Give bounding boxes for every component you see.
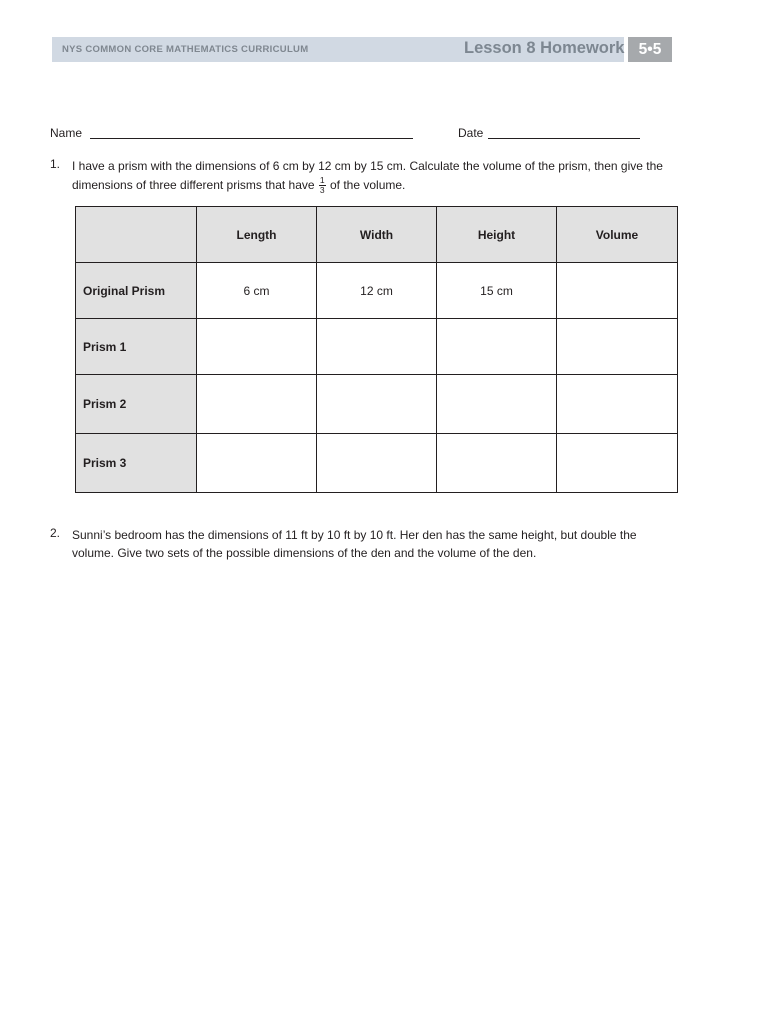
column-header-volume: Volume: [557, 207, 678, 263]
table-cell[interactable]: [317, 375, 437, 434]
table-cell[interactable]: [557, 375, 678, 434]
column-header-blank: [76, 207, 197, 263]
table-cell[interactable]: [557, 434, 678, 493]
table-cell[interactable]: [557, 263, 678, 319]
column-header-length: Length: [197, 207, 317, 263]
table-cell[interactable]: [437, 434, 557, 493]
table-row: [76, 434, 678, 493]
table-cell[interactable]: [437, 319, 557, 375]
table-row: [76, 263, 678, 319]
prism-table: [75, 206, 678, 493]
table-cell: 6 cm: [197, 263, 317, 319]
table-header-row: [76, 207, 678, 263]
question-2-text: Sunni’s bedroom has the dimensions of 11 ft by 10 ft by 10 ft. Her den has the same height, but double the volume. Give two sets of the possible dimensions of the den and the volume of the den.: [72, 528, 637, 560]
table-cell[interactable]: [317, 434, 437, 493]
fraction-denominator: 3: [319, 185, 325, 196]
date-label: Date: [458, 126, 484, 140]
table-cell[interactable]: [317, 319, 437, 375]
table-row: [76, 319, 678, 375]
column-header-width: Width: [317, 207, 437, 263]
lesson-title: Lesson 8 Homework: [464, 39, 625, 57]
row-label-prism-1: Prism 1: [76, 319, 197, 375]
question-1-text-part2: of the volume.: [330, 178, 406, 192]
row-label-original-prism: Original Prism: [76, 263, 197, 319]
table-cell[interactable]: [197, 434, 317, 493]
name-field[interactable]: [90, 138, 413, 139]
question-1-number: 1.: [50, 157, 61, 171]
table-cell[interactable]: [197, 319, 317, 375]
question-1-text: [72, 157, 672, 195]
module-badge: 5•5: [628, 37, 672, 62]
curriculum-title: NYS COMMON CORE MATHEMATICS CURRICULUM: [62, 44, 309, 55]
table-cell[interactable]: [557, 319, 678, 375]
table-cell: 15 cm: [437, 263, 557, 319]
question-1-text-part1: I have a prism with the dimensions of 6 cm by 12 cm by 15 cm. Calculate the volume of the prism, then give the dimensions of three different prisms that have: [72, 159, 663, 192]
table-row: [76, 375, 678, 434]
name-label: Name: [50, 126, 83, 140]
table-cell[interactable]: [197, 375, 317, 434]
question-2-number: 2.: [50, 526, 61, 540]
row-label-prism-3: Prism 3: [76, 434, 197, 493]
table-cell[interactable]: [437, 375, 557, 434]
column-header-height: Height: [437, 207, 557, 263]
table-cell: 12 cm: [317, 263, 437, 319]
one-third-fraction: [319, 176, 326, 195]
row-label-prism-2: Prism 2: [76, 375, 197, 434]
fraction-numerator: 1: [319, 175, 325, 186]
date-field[interactable]: [488, 138, 640, 139]
